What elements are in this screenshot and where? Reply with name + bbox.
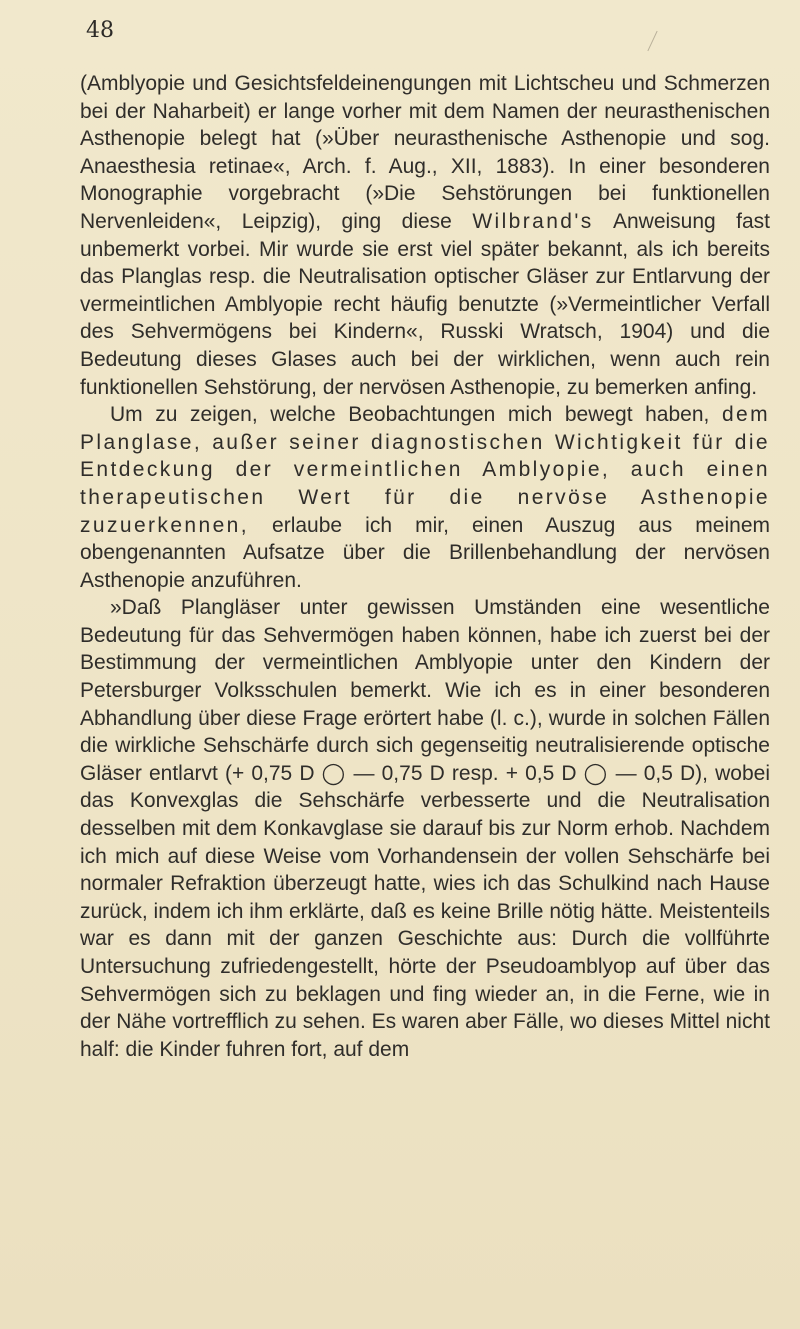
paragraph-3 <box>80 594 770 1063</box>
author-name-spaced: Wilbrand's <box>472 209 594 233</box>
paragraph-1-text-b: Anweisung fast unbemerkt vorbei. Mir wurde sie erst viel später bekannt, als ich bereits das Planglas resp. die Neutralisation optischer Gläser zur Entlarvung der vermeintlichen Amblyopie recht häufig benutzte (»Vermeintlicher Verfall des Sehvermögens bei Kindern«, Russki Wratsch, 1904) und die Bedeutung dieses Glases auch bei der wirklichen, wenn auch rein funktionellen Sehstörung, der nervösen Asthenopie, zu bemerken anfing. <box>80 209 770 399</box>
paragraph-2-text-b: erlaube ich mir, einen Auszug aus meinem obengenannten Aufsatze über die Brillenbehandlung der nervösen Asthenopie anzuführen. <box>80 513 770 592</box>
paragraph-3-text: »Daß Plangläser unter gewissen Umständen eine wesentliche Bedeutung für das Sehvermögen haben können, habe ich zuerst bei der Bestimmung der vermeintlichen Amblyopie unter den Kindern der Petersburger Volksschulen bemerkt. Wie ich es in einer besonderen Abhandlung über diese Frage erörtert habe (l. c.), wurde in solchen Fällen die wirkliche Sehschärfe durch sich gegenseitig neutralisierende optische Gläser entlarvt (+ 0,75 D ◯ — 0,75 D resp. + 0,5 D ◯ — 0,5 D), wobei das Konvexglas die Sehschärfe verbesserte und die Neutralisation desselben mit dem Konkavglase sie darauf bis zur Norm erhob. Nachdem ich mich auf diese Weise vom Vorhandensein der vollen Sehschärfe bei normaler Refraktion überzeugt hatte, wies ich das Schulkind nach Hause zurück, indem ich ihm erklärte, daß es keine Brille nötig hätte. Meistenteils war es dann mit der ganzen Geschichte aus: Durch die vollführte Untersuchung zufriedengestellt, hörte der Pseudoamblyop auf über das Sehvermögen sich zu beklagen und fing wieder an, in die Ferne, wie in der Nähe vortrefflich zu sehen. Es waren aber Fälle, wo dieses Mittel nicht half: die Kinder fuhren fort, auf dem <box>80 596 770 1061</box>
paragraph-1-text-a: (Amblyopie und Gesichtsfeldeinengungen mit Lichtscheu und Schmerzen bei der Naharbeit) er lange vorher mit dem Namen der neurasthenischen Asthenopie belegt hat (»Über neurasthenische Asthenopie und sog. Anaesthesia retinae«, Arch. f. Aug., XII, 1883). In einer besonderen Monographie vorgebracht (»Die Sehstörungen bei funktionellen Nervenleiden«, Leipzig), ging diese <box>80 72 770 233</box>
body-text <box>80 70 770 1063</box>
page-number: 48 <box>86 18 114 43</box>
paragraph-2-text-a: Um zu zeigen, welche Beobachtungen mich bewegt haben, <box>110 403 722 427</box>
paragraph-2 <box>80 401 770 594</box>
paragraph-2-emphasis-spaced: dem Planglase, außer seiner diagnostischen Wichtigkeit für die Entdeckung der vermeintlichen Amblyopie, auch einen therapeutischen Wert für die nervöse Asthenopie zuzuerkennen, <box>80 403 770 537</box>
paragraph-1 <box>80 70 770 401</box>
pencil-mark-icon <box>647 31 657 51</box>
